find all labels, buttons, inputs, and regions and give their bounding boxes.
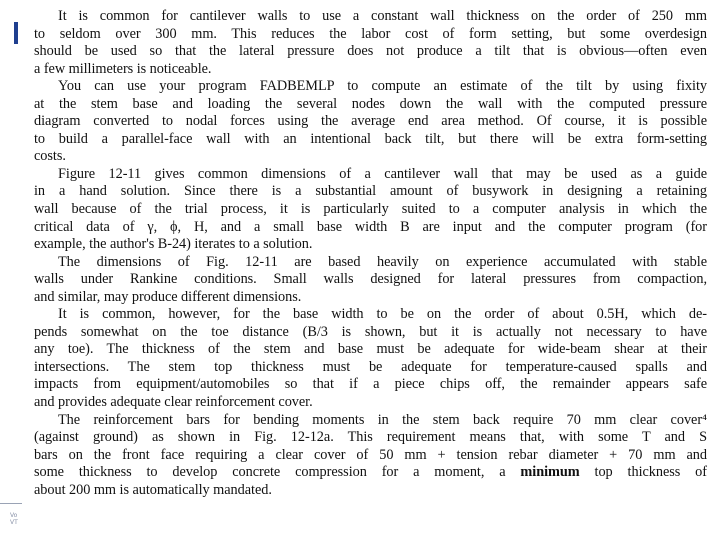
text-line: It is common for cantilever walls to use a constant wall thickness on the order of 250 mm (58, 8, 707, 24)
text-line: intersections. The stem top thickness must be adequate for temperature-caused spalls and (34, 358, 707, 375)
text-line: costs. (34, 148, 66, 165)
text-line: a few millimeters is noticeable. (34, 60, 212, 77)
slide-accent-bar (14, 22, 18, 44)
text-line: It is common, however, for the base width to be on the order of about 0.5H, which de- (58, 306, 707, 323)
text-line: The reinforcement bars for bending moments in the stem back require 70 mm clear cover⁴ (58, 411, 707, 428)
footer-mark-line-1: Vo (10, 512, 18, 519)
paragraph (34, 306, 707, 411)
text-line: impacts from equipment/automobiles so that if a piece chips off, the remainder appears safe (34, 376, 707, 393)
text-line: (against ground) as shown in Fig. 12-12a. This requirement means that, with some T and S (34, 429, 707, 446)
text-line: You can use your program FADBEMLP to compute an estimate of the tilt by using fixity (58, 78, 707, 95)
document-page (34, 8, 707, 528)
paragraph (34, 254, 707, 307)
paragraph (34, 412, 707, 500)
text-line: about 200 mm is automatically mandated. (34, 481, 272, 498)
text-line: should be used so that the lateral pressure does not produce a tilt that is obvious—often even (34, 43, 707, 60)
paragraph (34, 78, 707, 166)
text-line: some thickness to develop concrete compression for a moment, a minimum top thickness of (34, 464, 707, 481)
text-line: wall because of the trial process, it is particularly suited to a computer analysis in which the (34, 201, 707, 218)
text-line: pends somewhat on the toe distance (B/3 is shown, but it is actually not necessary to have (34, 323, 707, 340)
text-line: The dimensions of Fig. 12-11 are based heavily on experience accumulated with stable (58, 253, 707, 270)
text-line: critical data of γ, ϕ, H, and a small base width B are input and the computer program (for (34, 218, 707, 235)
text-line: diagram converted to nodal forces using the average end area method. Of course, it is possible (34, 113, 707, 130)
text-line: walls under Rankine conditions. Small walls designed for lateral pressures from compaction, (34, 271, 707, 288)
footer-mark (10, 512, 18, 526)
text-line: in a hand solution. Since there is a substantial amount of busywork in designing a retaining (34, 183, 707, 200)
text-line: to build a parallel-face wall with an intentional back tilt, but there will be extra form-setting (34, 130, 707, 147)
footer-mark-line-2: VT (10, 519, 18, 526)
text-line: bars on the front face requiring a clear cover of 50 mm + tension rebar diameter + 70 mm and (34, 446, 707, 463)
paragraph (34, 166, 707, 254)
text-line: and similar, may produce different dimensions. (34, 288, 302, 305)
text-line: any toe). The thickness of the stem and base must be adequate for wide-beam shear at their (34, 341, 707, 358)
text-line: to seldom over 300 mm. This reduces the labor cost of form setting, but some overdesign (34, 25, 707, 42)
emphasis-minimum: minimum (520, 464, 580, 481)
footer-divider (0, 503, 22, 504)
text-line: example, the author's B-24) iterates to a solution. (34, 236, 313, 253)
paragraph (34, 8, 707, 78)
text-line: at the stem base and loading the several nodes down the wall with the computed pressure (34, 95, 707, 112)
text-line: and provides adequate clear reinforcement cover. (34, 394, 313, 411)
text-line: Figure 12-11 gives common dimensions of a cantilever wall that may be used as a guide (58, 165, 707, 182)
